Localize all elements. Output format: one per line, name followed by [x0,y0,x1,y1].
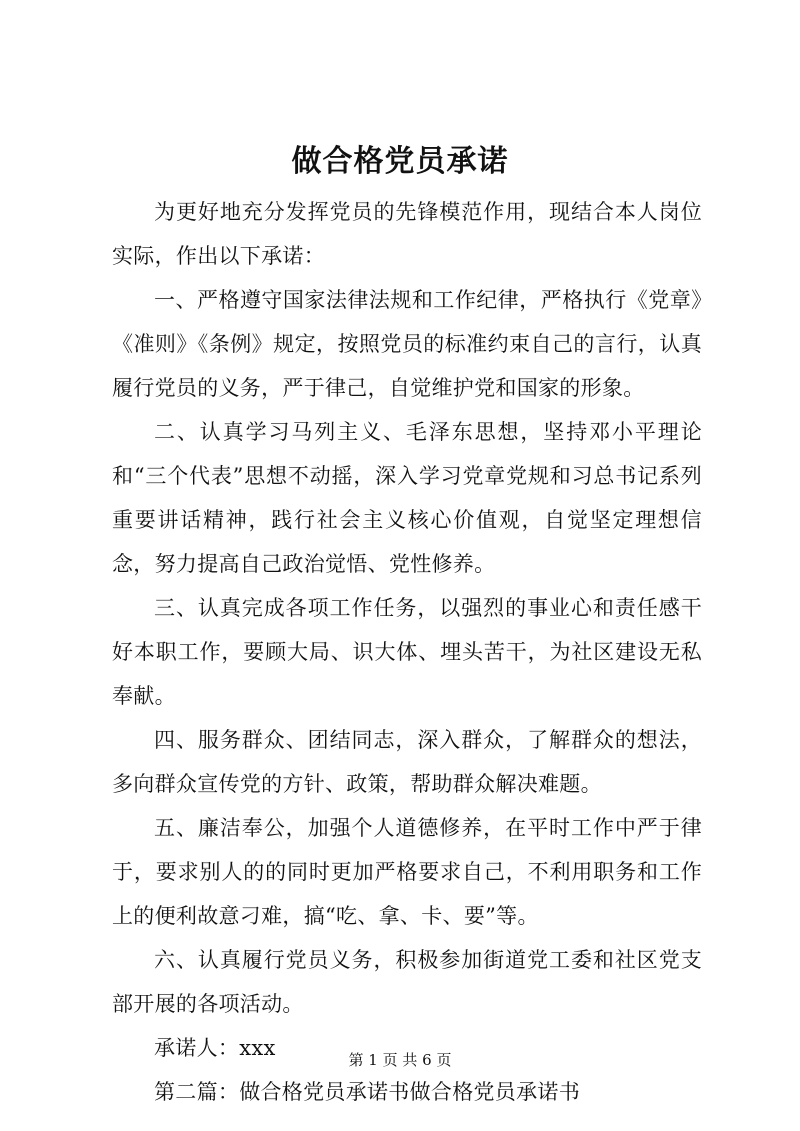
paragraph-item-5: 五、廉洁奉公，加强个人道德修养，在平时工作中严于律于，要求别人的的同时更加严格要求自己，不利用职务和工作上的便利故意刁难，搞“吃、拿、卡、要”等。 [112,816,702,928]
paragraph-item-3: 三、认真完成各项工作任务，以强烈的事业心和责任感干好本职工作，要顾大局、识大体、埋头苦干，为社区建设无私奉献。 [112,596,702,708]
page-number-footer: 第 1 页 共 6 页 [348,1051,452,1069]
document-body [112,190,702,1114]
paragraph-item-1: 一、严格遵守国家法律法规和工作纪律，严格执行《党章》《准则》《条例》规定，按照党员的标准约束自己的言行，认真履行党员的义务，严于律己，自觉维护党和国家的形象。 [112,288,702,400]
signatory-line: 承诺人：xxx [154,1036,276,1060]
paragraph-intro: 为更好地充分发挥党员的先锋模范作用，现结合本人岗位实际，作出以下承诺： [112,200,702,268]
paragraph-item-2: 二、认真学习马列主义、毛泽东思想，坚持邓小平理论和“三个代表”思想不动摇，深入学习党章党规和习总书记系列重要讲话精神，践行社会主义核心价值观，自觉坚定理想信念，努力提高自己政治觉悟、党性修养。 [112,420,702,576]
section-two-heading: 第二篇：做合格党员承诺书做合格党员承诺书 [154,1080,580,1104]
paragraph-item-4: 四、服务群众、团结同志，深入群众，了解群众的想法，多向群众宣传党的方针、政策，帮助群众解决难题。 [112,728,702,796]
document-title: 做合格党员承诺 [291,144,509,179]
paragraph-item-6: 六、认真履行党员义务，积极参加街道党工委和社区党支部开展的各项活动。 [112,948,702,1016]
